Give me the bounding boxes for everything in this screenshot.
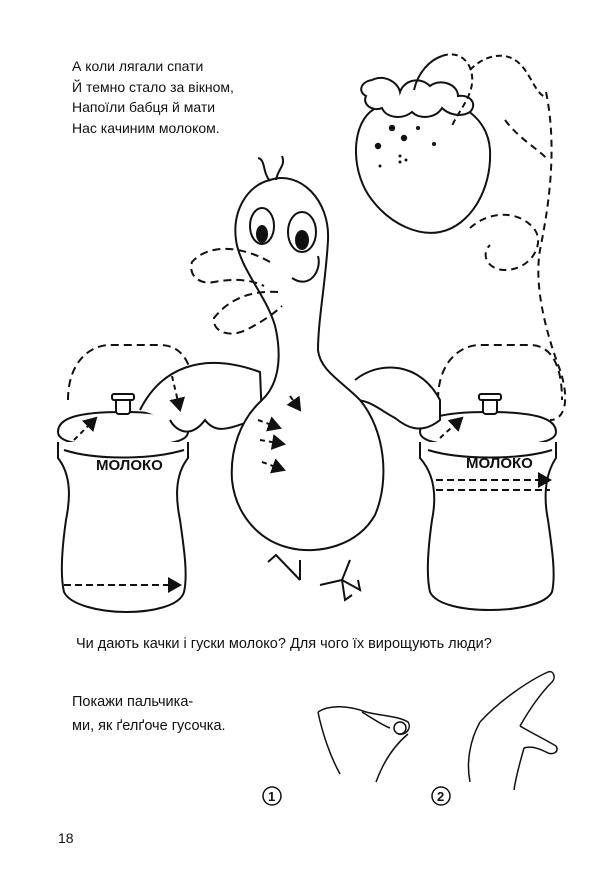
hand-gesture-2 xyxy=(468,672,557,790)
step-2-number: 2 xyxy=(437,789,445,804)
left-jar-label: МОЛОКО xyxy=(96,457,163,474)
question-text: Чи дають качки і гуски молоко? Для чого їх вирощують люди? xyxy=(76,636,492,652)
page-number: 18 xyxy=(58,830,74,846)
step-badges xyxy=(263,787,450,805)
instruction-line-1: Покажи пальчика- xyxy=(72,694,194,710)
right-milk-jar xyxy=(420,345,562,610)
instruction-line-2: ми, як ґелґоче гусочка. xyxy=(72,718,226,734)
hand-gesture-1 xyxy=(318,707,409,782)
poem-line-2: Й темно стало за вікном, xyxy=(72,78,234,95)
duck-drawing xyxy=(140,156,440,600)
strawberry-drawing xyxy=(356,54,548,233)
poem-line-1: А коли лягали спати xyxy=(72,58,204,74)
step-1-number: 1 xyxy=(268,789,276,804)
poem-line-4: Нас качиним молоком. xyxy=(72,119,220,136)
instruction xyxy=(72,690,226,738)
poem-line-3: Напоїли бабця й мати xyxy=(72,99,216,115)
right-jar-label: МОЛОКО xyxy=(466,455,533,472)
